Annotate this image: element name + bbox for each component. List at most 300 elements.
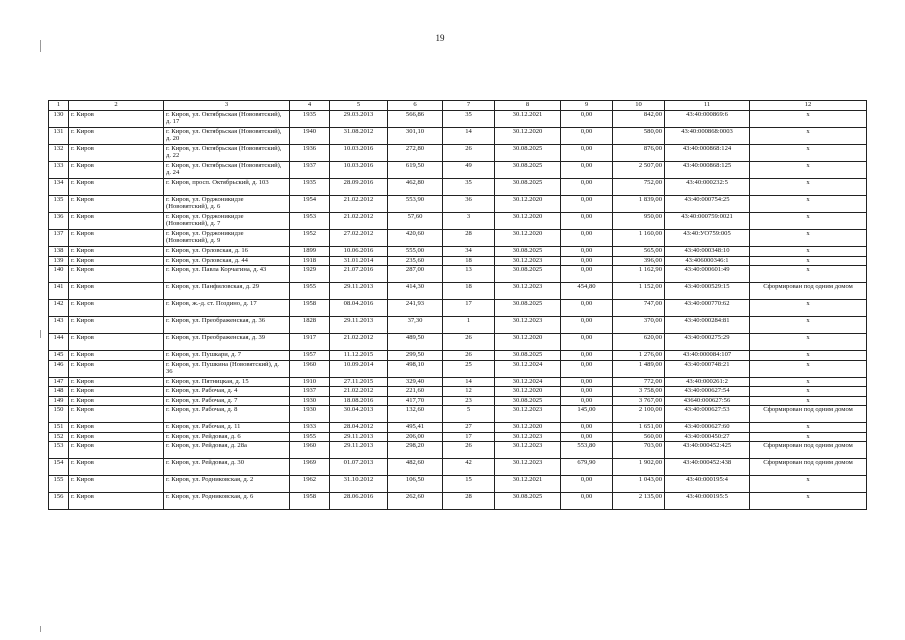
cell-date: 29.11.2013	[330, 317, 388, 334]
cell-municipality: г. Киров	[69, 317, 164, 334]
table-row	[49, 406, 867, 423]
cell-year-built: 1960	[290, 442, 330, 459]
cell-residents: 35	[443, 179, 495, 196]
cell-amount: 0,00	[561, 432, 613, 442]
cell-cadastral-number: 43:40:000627:60	[665, 423, 750, 433]
column-header-8: 8	[495, 101, 561, 111]
cell-cadastral-number: 43:40:000195:4	[665, 476, 750, 493]
cell-year-built: 1958	[290, 493, 330, 510]
cell-municipality: г. Киров	[69, 396, 164, 406]
cell-date: 21.02.2012	[330, 387, 388, 397]
cell-residents: 18	[443, 256, 495, 266]
cell-area: 132,60	[388, 406, 443, 423]
cell-deadline: 30.12.2020	[495, 423, 561, 433]
cell-row-number: 151	[49, 423, 69, 433]
cell-year-built: 1935	[290, 179, 330, 196]
cell-note: Сформирован под одним домом	[750, 283, 867, 300]
cell-municipality: г. Киров	[69, 283, 164, 300]
cell-area: 420,60	[388, 230, 443, 247]
cell-date: 21.02.2012	[330, 334, 388, 351]
column-header-7: 7	[443, 101, 495, 111]
cell-address: г. Киров, ул. Преображенская, д. 39	[164, 334, 290, 351]
cell-cost: 370,00	[613, 317, 665, 334]
cell-area: 299,50	[388, 351, 443, 361]
cell-deadline: 30.08.2025	[495, 179, 561, 196]
cell-municipality: г. Киров	[69, 377, 164, 387]
cell-row-number: 152	[49, 432, 69, 442]
cell-row-number: 139	[49, 256, 69, 266]
cell-note: х	[750, 476, 867, 493]
cell-cadastral-number: 43:40:000627:53	[665, 406, 750, 423]
cell-residents: 27	[443, 423, 495, 433]
cell-deadline: 30.12.2020	[495, 334, 561, 351]
cell-cost: 560,00	[613, 432, 665, 442]
cell-area: 489,50	[388, 334, 443, 351]
cell-cost: 1 043,00	[613, 476, 665, 493]
cell-cost: 1 489,00	[613, 360, 665, 377]
cell-cadastral-number: 43:40:000452:425	[665, 442, 750, 459]
cell-area: 241,93	[388, 300, 443, 317]
cell-cadastral-number: 43:40:000868:124	[665, 145, 750, 162]
cell-row-number: 149	[49, 396, 69, 406]
cell-year-built: 1917	[290, 334, 330, 351]
cell-date: 31.01.2014	[330, 256, 388, 266]
cell-address: г. Киров, ж.-д. ст. Поздино, д. 17	[164, 300, 290, 317]
cell-municipality: г. Киров	[69, 406, 164, 423]
cell-deadline: 30.12.2021	[495, 111, 561, 128]
cell-cadastral-number: 43:40:000232:5	[665, 179, 750, 196]
column-header-12: 12	[750, 101, 867, 111]
table-row	[49, 432, 867, 442]
column-header-2: 2	[69, 101, 164, 111]
cell-row-number: 136	[49, 213, 69, 230]
cell-cost: 1 276,00	[613, 351, 665, 361]
cell-row-number: 138	[49, 247, 69, 257]
cell-cost: 1 839,00	[613, 196, 665, 213]
cell-cost: 3 767,00	[613, 396, 665, 406]
cell-municipality: г. Киров	[69, 387, 164, 397]
cell-cadastral-number: 43:40:000869:6	[665, 111, 750, 128]
cell-row-number: 133	[49, 162, 69, 179]
cell-note: х	[750, 396, 867, 406]
cell-address: г. Киров, ул. Панфиловская, д. 29	[164, 283, 290, 300]
cell-cost: 1 152,00	[613, 283, 665, 300]
cell-amount: 0,00	[561, 145, 613, 162]
cell-date: 29.11.2013	[330, 283, 388, 300]
cell-area: 495,41	[388, 423, 443, 433]
cell-municipality: г. Киров	[69, 423, 164, 433]
cell-deadline: 30.08.2025	[495, 396, 561, 406]
cell-amount: 0,00	[561, 360, 613, 377]
cell-note: х	[750, 351, 867, 361]
cell-year-built: 1929	[290, 266, 330, 283]
cell-deadline: 30.12.2023	[495, 283, 561, 300]
cell-area: 301,10	[388, 128, 443, 145]
table-row	[49, 145, 867, 162]
cell-date: 10.09.2014	[330, 360, 388, 377]
cell-cadastral-number: 43:40:000601:49	[665, 266, 750, 283]
cell-address: г. Киров, ул. Орджоникидзе (Нововятский), д. 6	[164, 196, 290, 213]
cell-date: 29.11.2013	[330, 442, 388, 459]
cell-address: г. Киров, ул. Рейдовая, д. 6	[164, 432, 290, 442]
cell-address: г. Киров, ул. Октябрьская (Нововятский), д. 20	[164, 128, 290, 145]
column-header-4: 4	[290, 101, 330, 111]
cell-year-built: 1828	[290, 317, 330, 334]
cell-amount: 0,00	[561, 387, 613, 397]
cell-area: 106,50	[388, 476, 443, 493]
cell-municipality: г. Киров	[69, 432, 164, 442]
cell-note: Сформирован под одним домом	[750, 406, 867, 423]
table-row	[49, 459, 867, 476]
table-row	[49, 283, 867, 300]
cell-note: х	[750, 196, 867, 213]
cell-year-built: 1936	[290, 145, 330, 162]
table-row	[49, 317, 867, 334]
cell-municipality: г. Киров	[69, 128, 164, 145]
cell-note: Сформирован под одним домом	[750, 442, 867, 459]
cell-year-built: 1957	[290, 351, 330, 361]
column-header-1: 1	[49, 101, 69, 111]
housing-table	[48, 100, 867, 510]
cell-amount: 0,00	[561, 247, 613, 257]
cell-deadline: 30.12.2020	[495, 128, 561, 145]
cell-year-built: 1918	[290, 256, 330, 266]
cell-area: 462,80	[388, 179, 443, 196]
cell-amount: 0,00	[561, 179, 613, 196]
cell-amount: 0,00	[561, 317, 613, 334]
cell-deadline: 30.12.2023	[495, 406, 561, 423]
column-header-11: 11	[665, 101, 750, 111]
cell-row-number: 148	[49, 387, 69, 397]
cell-note: х	[750, 162, 867, 179]
cell-note: х	[750, 213, 867, 230]
cell-amount: 679,90	[561, 459, 613, 476]
cell-note: Сформирован под одним домом	[750, 459, 867, 476]
table-row	[49, 493, 867, 510]
cell-area: 287,00	[388, 266, 443, 283]
cell-amount: 0,00	[561, 162, 613, 179]
cell-cost: 703,00	[613, 442, 665, 459]
cell-address: г. Киров, ул. Рейдовая, д. 30	[164, 459, 290, 476]
cell-area: 553,90	[388, 196, 443, 213]
scan-mark	[40, 626, 41, 632]
cell-municipality: г. Киров	[69, 196, 164, 213]
cell-year-built: 1962	[290, 476, 330, 493]
cell-cadastral-number: 43:40:000627:54	[665, 387, 750, 397]
cell-residents: 34	[443, 247, 495, 257]
cell-address: г. Киров, ул. Родниковская, д. 2	[164, 476, 290, 493]
cell-year-built: 1955	[290, 432, 330, 442]
table-row	[49, 442, 867, 459]
cell-note: х	[750, 128, 867, 145]
table-row	[49, 423, 867, 433]
table-row	[49, 111, 867, 128]
cell-cadastral-number: 43:40:000748:21	[665, 360, 750, 377]
cell-municipality: г. Киров	[69, 476, 164, 493]
cell-cadastral-number: 43:40:000284:81	[665, 317, 750, 334]
cell-residents: 28	[443, 230, 495, 247]
cell-area: 417,70	[388, 396, 443, 406]
cell-amount: 0,00	[561, 476, 613, 493]
cell-cost: 620,00	[613, 334, 665, 351]
cell-municipality: г. Киров	[69, 111, 164, 128]
cell-amount: 0,00	[561, 300, 613, 317]
cell-municipality: г. Киров	[69, 360, 164, 377]
cell-residents: 1	[443, 317, 495, 334]
cell-deadline: 30.08.2025	[495, 247, 561, 257]
cell-residents: 3	[443, 213, 495, 230]
cell-residents: 25	[443, 360, 495, 377]
cell-address: г. Киров, ул. Октябрьская (Нововятский), д. 22	[164, 145, 290, 162]
cell-cadastral-number: 43:40:000450:27	[665, 432, 750, 442]
cell-date: 21.02.2012	[330, 196, 388, 213]
cell-deadline: 30.12.2023	[495, 256, 561, 266]
cell-cadastral-number: 43:40:000261:2	[665, 377, 750, 387]
table-row	[49, 387, 867, 397]
cell-area: 235,60	[388, 256, 443, 266]
cell-residents: 23	[443, 396, 495, 406]
cell-area: 414,30	[388, 283, 443, 300]
cell-cost: 3 758,00	[613, 387, 665, 397]
cell-note: х	[750, 377, 867, 387]
cell-date: 31.08.2012	[330, 128, 388, 145]
cell-cost: 2 135,00	[613, 493, 665, 510]
cell-cadastral-number: 43:40:000452:438	[665, 459, 750, 476]
cell-deadline: 30.08.2025	[495, 300, 561, 317]
cell-amount: 0,00	[561, 423, 613, 433]
cell-area: 619,50	[388, 162, 443, 179]
cell-amount: 0,00	[561, 128, 613, 145]
cell-address: г. Киров, ул. Рабочая, д. 11	[164, 423, 290, 433]
cell-residents: 26	[443, 334, 495, 351]
cell-municipality: г. Киров	[69, 266, 164, 283]
cell-row-number: 155	[49, 476, 69, 493]
cell-year-built: 1955	[290, 283, 330, 300]
cell-address: г. Киров, ул. Павла Корчагина, д. 43	[164, 266, 290, 283]
cell-residents: 26	[443, 351, 495, 361]
cell-municipality: г. Киров	[69, 442, 164, 459]
page-number: 19	[435, 33, 445, 43]
cell-row-number: 141	[49, 283, 69, 300]
table-row	[49, 377, 867, 387]
cell-area: 329,40	[388, 377, 443, 387]
cell-year-built: 1937	[290, 162, 330, 179]
cell-area: 37,30	[388, 317, 443, 334]
cell-municipality: г. Киров	[69, 179, 164, 196]
cell-row-number: 153	[49, 442, 69, 459]
cell-deadline: 30.12.2023	[495, 317, 561, 334]
cell-cadastral-number: 43:40:000759:0021	[665, 213, 750, 230]
cell-residents: 28	[443, 493, 495, 510]
cell-residents: 15	[443, 476, 495, 493]
cell-residents: 14	[443, 128, 495, 145]
cell-date: 28.04.2012	[330, 423, 388, 433]
cell-municipality: г. Киров	[69, 351, 164, 361]
cell-cadastral-number: 43:40:000084:107	[665, 351, 750, 361]
cell-cost: 2 100,00	[613, 406, 665, 423]
table-header	[49, 101, 867, 111]
cell-note: х	[750, 145, 867, 162]
table-row	[49, 179, 867, 196]
cell-municipality: г. Киров	[69, 493, 164, 510]
cell-municipality: г. Киров	[69, 230, 164, 247]
table-row	[49, 351, 867, 361]
cell-cadastral-number: 43:40:000529:15	[665, 283, 750, 300]
cell-deadline: 30.12.2020	[495, 196, 561, 213]
table-row	[49, 360, 867, 377]
cell-cost: 747,00	[613, 300, 665, 317]
cell-residents: 18	[443, 283, 495, 300]
cell-amount: 0,00	[561, 196, 613, 213]
cell-amount: 0,00	[561, 334, 613, 351]
cell-address: г. Киров, ул. Родниковская, д. 6	[164, 493, 290, 510]
cell-row-number: 145	[49, 351, 69, 361]
cell-deadline: 30.08.2025	[495, 162, 561, 179]
cell-deadline: 30.12.2020	[495, 387, 561, 397]
cell-area: 262,60	[388, 493, 443, 510]
cell-date: 11.12.2015	[330, 351, 388, 361]
cell-year-built: 1958	[290, 300, 330, 317]
cell-residents: 26	[443, 145, 495, 162]
cell-amount: 0,00	[561, 256, 613, 266]
cell-note: х	[750, 111, 867, 128]
cell-address: г. Киров, ул. Пятницкая, д. 15	[164, 377, 290, 387]
cell-amount: 0,00	[561, 396, 613, 406]
cell-amount: 0,00	[561, 111, 613, 128]
cell-area: 498,10	[388, 360, 443, 377]
cell-date: 28.06.2016	[330, 493, 388, 510]
cell-cadastral-number: 43:40:000195:5	[665, 493, 750, 510]
header-row	[49, 101, 867, 111]
cell-cost: 2 507,00	[613, 162, 665, 179]
table-row	[49, 162, 867, 179]
cell-deadline: 30.12.2023	[495, 459, 561, 476]
cell-residents: 42	[443, 459, 495, 476]
cell-area: 57,60	[388, 213, 443, 230]
cell-date: 21.07.2016	[330, 266, 388, 283]
cell-area: 566,86	[388, 111, 443, 128]
cell-address: г. Киров, ул. Преображенская, д. 36	[164, 317, 290, 334]
table-row	[49, 196, 867, 213]
cell-year-built: 1935	[290, 111, 330, 128]
cell-cost: 950,00	[613, 213, 665, 230]
cell-deadline: 30.12.2020	[495, 230, 561, 247]
cell-cost: 1 902,00	[613, 459, 665, 476]
cell-cost: 1 162,90	[613, 266, 665, 283]
cell-amount: 0,00	[561, 266, 613, 283]
cell-date: 10.03.2016	[330, 145, 388, 162]
cell-area: 555,00	[388, 247, 443, 257]
cell-deadline: 30.12.2023	[495, 442, 561, 459]
scan-mark	[40, 330, 41, 338]
cell-cost: 752,00	[613, 179, 665, 196]
cell-date: 29.03.2013	[330, 111, 388, 128]
cell-cadastral-number: 43:40:000868:0003	[665, 128, 750, 145]
cell-date: 18.08.2016	[330, 396, 388, 406]
scan-mark	[40, 40, 41, 52]
cell-cadastral-number: 43:406000346:1	[665, 256, 750, 266]
cell-deadline: 30.12.2024	[495, 360, 561, 377]
cell-municipality: г. Киров	[69, 162, 164, 179]
cell-residents: 14	[443, 377, 495, 387]
cell-residents: 17	[443, 432, 495, 442]
cell-area: 206,00	[388, 432, 443, 442]
cell-address: г. Киров, ул. Пушкари, д. 7	[164, 351, 290, 361]
cell-note: х	[750, 360, 867, 377]
table-row	[49, 396, 867, 406]
cell-deadline: 30.12.2021	[495, 476, 561, 493]
cell-note: х	[750, 300, 867, 317]
cell-address: г. Киров, ул. Октябрьская (Нововятский), д. 24	[164, 162, 290, 179]
cell-row-number: 147	[49, 377, 69, 387]
cell-residents: 5	[443, 406, 495, 423]
cell-year-built: 1933	[290, 423, 330, 433]
housing-table-container	[48, 100, 866, 510]
cell-row-number: 132	[49, 145, 69, 162]
cell-row-number: 143	[49, 317, 69, 334]
cell-row-number: 142	[49, 300, 69, 317]
cell-date: 21.02.2012	[330, 213, 388, 230]
table-row	[49, 128, 867, 145]
cell-address: г. Киров, ул. Орджоникидзе (Нововятский), д. 9	[164, 230, 290, 247]
cell-cadastral-number: 43:40:000868:125	[665, 162, 750, 179]
cell-address: г. Киров, ул. Орловская, д. 16	[164, 247, 290, 257]
cell-note: х	[750, 317, 867, 334]
cell-year-built: 1937	[290, 387, 330, 397]
cell-row-number: 134	[49, 179, 69, 196]
cell-area: 298,20	[388, 442, 443, 459]
cell-deadline: 30.12.2020	[495, 213, 561, 230]
cell-cadastral-number: 43:40:000754:25	[665, 196, 750, 213]
cell-residents: 17	[443, 300, 495, 317]
cell-cost: 565,00	[613, 247, 665, 257]
column-header-6: 6	[388, 101, 443, 111]
column-header-3: 3	[164, 101, 290, 111]
cell-year-built: 1910	[290, 377, 330, 387]
cell-row-number: 137	[49, 230, 69, 247]
cell-cost: 842,00	[613, 111, 665, 128]
cell-deadline: 30.12.2023	[495, 432, 561, 442]
cell-date: 29.11.2013	[330, 432, 388, 442]
cell-row-number: 146	[49, 360, 69, 377]
cell-municipality: г. Киров	[69, 256, 164, 266]
cell-note: х	[750, 179, 867, 196]
table-row	[49, 300, 867, 317]
cell-area: 482,60	[388, 459, 443, 476]
cell-cadastral-number: 43:40:000275:29	[665, 334, 750, 351]
cell-deadline: 30.08.2025	[495, 493, 561, 510]
column-header-10: 10	[613, 101, 665, 111]
cell-year-built: 1960	[290, 360, 330, 377]
cell-residents: 12	[443, 387, 495, 397]
table-row	[49, 247, 867, 257]
cell-amount: 553,80	[561, 442, 613, 459]
cell-date: 08.04.2016	[330, 300, 388, 317]
cell-cadastral-number: 43:40:000770:62	[665, 300, 750, 317]
cell-date: 31.10.2012	[330, 476, 388, 493]
cell-note: х	[750, 432, 867, 442]
cell-year-built: 1952	[290, 230, 330, 247]
cell-row-number: 131	[49, 128, 69, 145]
cell-note: х	[750, 230, 867, 247]
cell-residents: 49	[443, 162, 495, 179]
table-row	[49, 230, 867, 247]
cell-deadline: 30.08.2025	[495, 266, 561, 283]
cell-year-built: 1930	[290, 406, 330, 423]
cell-amount: 0,00	[561, 377, 613, 387]
cell-amount: 0,00	[561, 493, 613, 510]
cell-cost: 580,00	[613, 128, 665, 145]
